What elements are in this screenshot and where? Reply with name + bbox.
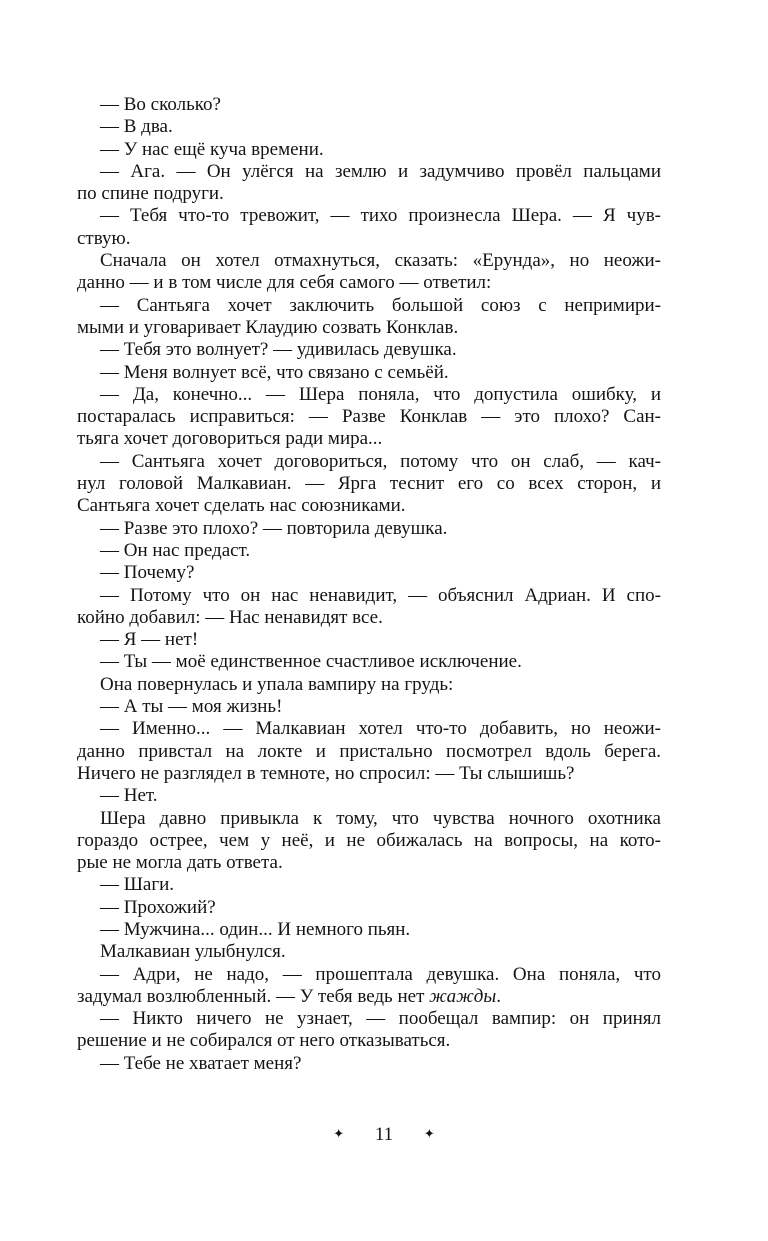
text-line bbox=[77, 362, 661, 384]
text-line bbox=[77, 562, 661, 584]
text-line-content: гораздо острее, чем у неё, и не обижалась на вопросы, на кото- bbox=[77, 829, 661, 851]
text-line bbox=[77, 183, 661, 205]
text-line-content: Она повернулась и упала вампиру на грудь: bbox=[100, 673, 454, 695]
text-line bbox=[77, 585, 661, 607]
text-line-content: — Во сколько? bbox=[100, 94, 221, 115]
text-line-content: — В два. bbox=[100, 116, 173, 138]
ornament-right-icon: ✦ bbox=[423, 1126, 435, 1141]
text-line-content: — Тебе не хватает меня? bbox=[100, 1052, 302, 1074]
text-line bbox=[77, 651, 661, 673]
text-line bbox=[77, 339, 661, 361]
book-page-text bbox=[77, 94, 661, 1075]
text-line bbox=[77, 428, 661, 450]
page-number: 11 bbox=[374, 1124, 394, 1145]
text-line bbox=[77, 1053, 661, 1075]
text-line bbox=[77, 986, 661, 1008]
text-line-content: — Прохожий? bbox=[100, 896, 216, 918]
text-line bbox=[77, 161, 661, 183]
text-line bbox=[77, 228, 661, 250]
text-line bbox=[77, 674, 661, 696]
text-line bbox=[77, 964, 661, 986]
text-line-content: — Меня волнует всё, что связано с семьёй. bbox=[100, 361, 449, 383]
text-line bbox=[77, 1030, 661, 1052]
text-line-content: — Почему? bbox=[100, 562, 195, 584]
text-line-content: Шера давно привыкла к тому, что чувства ночного охотника bbox=[100, 807, 661, 829]
page-footer bbox=[0, 1124, 768, 1146]
text-line-content: постаралась исправиться: — Разве Конклав — это плохо? Сан- bbox=[77, 406, 661, 428]
text-line bbox=[77, 205, 661, 227]
text-line-content: Сначала он хотел отмахнуться, сказать: «Ерунда», но неожи- bbox=[100, 250, 661, 272]
text-line-content: данно — и в том числе для себя самого — ответил: bbox=[77, 272, 492, 294]
text-line-content: данно привстал на локте и пристально посмотрел вдоль берега. bbox=[77, 740, 661, 762]
text-line-content: — Я — нет! bbox=[100, 629, 199, 651]
text-line bbox=[77, 897, 661, 919]
text-line-content: — Нет. bbox=[100, 785, 158, 807]
text-line-content: — А ты — моя жизнь! bbox=[100, 696, 283, 718]
text-line-content: — У нас ещё куча времени. bbox=[100, 138, 324, 160]
text-line bbox=[77, 1008, 661, 1030]
text-line-content: — Адри, не надо, — прошептала девушка. Она поняла, что bbox=[100, 963, 661, 985]
text-line bbox=[77, 785, 661, 807]
text-line-content: — Сантьяга хочет заключить большой союз с непримири- bbox=[100, 294, 661, 316]
text-line-content: — Разве это плохо? — повторила девушка. bbox=[100, 517, 448, 539]
text-line bbox=[77, 250, 661, 272]
text-line bbox=[77, 629, 661, 651]
text-line-content: задумал возлюбленный. — У тебя ведь нет bbox=[77, 985, 430, 1007]
text-line-content: мыми и уговаривает Клаудию созвать Конклав. bbox=[77, 316, 459, 338]
text-line-content: — Он нас предаст. bbox=[100, 539, 251, 561]
text-line bbox=[77, 451, 661, 473]
text-line-content: — Тебя что-то тревожит, — тихо произнесла Шера. — Я чув- bbox=[100, 205, 661, 227]
text-line bbox=[77, 852, 661, 874]
text-line-content: — Именно... — Малкавиан хотел что-то добавить, но неожи- bbox=[100, 718, 661, 740]
text-line-content: нул головой Малкавиан. — Ярга теснит его со всех сторон, и bbox=[77, 473, 661, 495]
text-line bbox=[77, 317, 661, 339]
text-line bbox=[77, 139, 661, 161]
ornament-left-icon: ✦ bbox=[333, 1126, 345, 1141]
text-line bbox=[77, 941, 661, 963]
text-line bbox=[77, 919, 661, 941]
text-line-content: тьяга хочет договориться ради мира... bbox=[77, 428, 383, 450]
text-line-content: — Шаги. bbox=[100, 874, 175, 896]
text-line-content: — Тебя это волнует? — удивилась девушка. bbox=[100, 339, 457, 361]
text-line bbox=[77, 763, 661, 785]
text-line bbox=[77, 808, 661, 830]
text-line-content: — Потому что он нас ненавидит, — объяснил Адриан. И спо- bbox=[100, 584, 661, 606]
text-line-content: по спине подруги. bbox=[77, 183, 224, 205]
text-line-content: Сантьяга хочет сделать нас союзниками. bbox=[77, 495, 406, 517]
text-line-content: решение и не собирался от него отказываться. bbox=[77, 1030, 451, 1052]
text-line-content: Малкавиан улыбнулся. bbox=[100, 941, 286, 963]
text-line bbox=[77, 406, 661, 428]
text-line bbox=[77, 741, 661, 763]
text-line-content: — Мужчина... один... И немного пьян. bbox=[100, 918, 411, 940]
text-line-tail: . bbox=[496, 985, 501, 1007]
text-line-content: — Да, конечно... — Шера поняла, что допустила ошибку, и bbox=[100, 383, 661, 405]
text-line bbox=[77, 473, 661, 495]
text-line bbox=[77, 94, 661, 116]
text-line bbox=[77, 272, 661, 294]
text-line bbox=[77, 540, 661, 562]
text-line bbox=[77, 874, 661, 896]
text-line-content: ствую. bbox=[77, 227, 131, 249]
text-line-content: Ничего не разглядел в темноте, но спросил: — Ты слышишь? bbox=[77, 762, 575, 784]
text-line-content: — Ты — моё единственное счастливое исключение. bbox=[100, 651, 522, 673]
text-line bbox=[77, 384, 661, 406]
text-line-content: — Сантьяга хочет договориться, потому что он слаб, — кач- bbox=[100, 450, 661, 472]
text-line-content: — Ага. — Он улёгся на землю и задумчиво провёл пальцами bbox=[100, 160, 661, 182]
text-line bbox=[77, 718, 661, 740]
text-line-content: — Никто ничего не узнает, — пообещал вампир: он принял bbox=[100, 1008, 661, 1030]
text-line bbox=[77, 518, 661, 540]
text-line bbox=[77, 295, 661, 317]
text-line bbox=[77, 830, 661, 852]
text-line bbox=[77, 696, 661, 718]
text-line bbox=[77, 607, 661, 629]
text-line bbox=[77, 116, 661, 138]
emphasized-word: жажды bbox=[429, 985, 497, 1007]
text-line bbox=[77, 495, 661, 517]
text-line-content: рые не могла дать ответа. bbox=[77, 852, 283, 874]
text-line-content: койно добавил: — Нас ненавидят все. bbox=[77, 606, 383, 628]
